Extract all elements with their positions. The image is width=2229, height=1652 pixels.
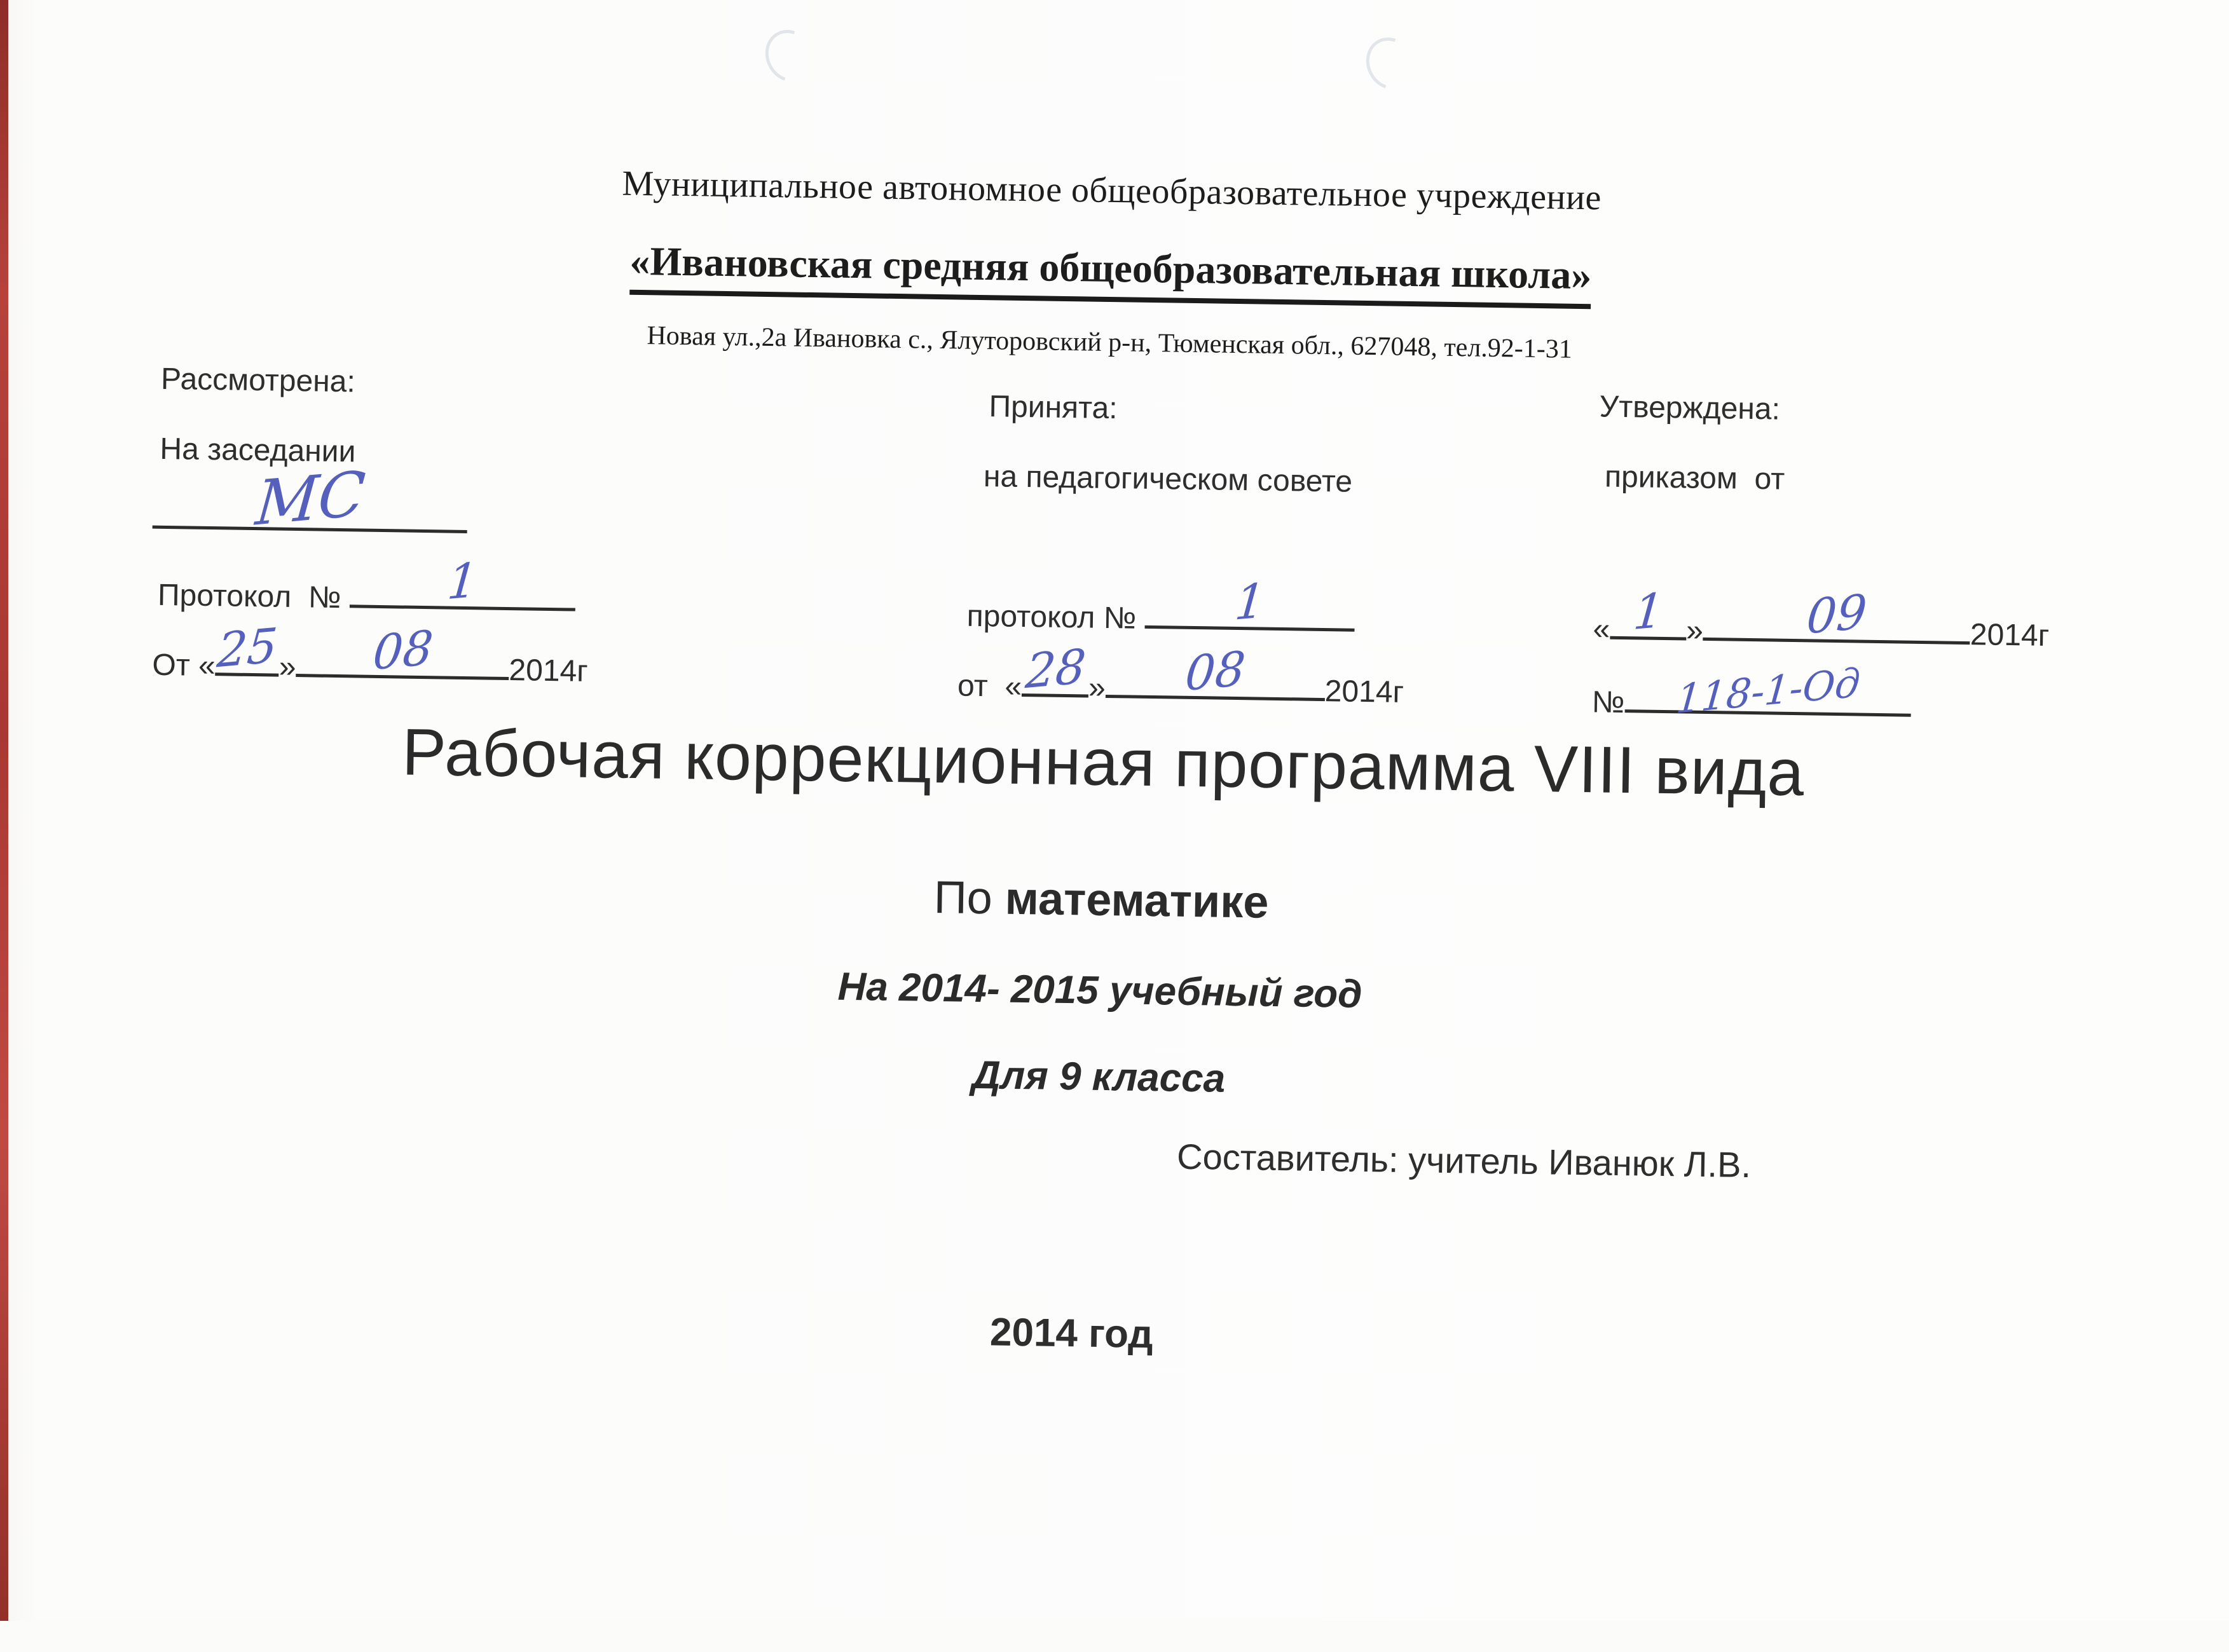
date-quote-close: » [1088, 671, 1106, 705]
handwritten-month: 09 [1804, 584, 1869, 645]
handwritten-day: 1 [1631, 582, 1666, 641]
handwritten-protocol-number: 1 [1232, 573, 1268, 631]
date-month-blank [1106, 641, 1326, 702]
handwritten-protocol-number: 1 [445, 552, 480, 611]
date-day-blank [215, 618, 280, 679]
approved-order-line [1591, 659, 1910, 724]
subject-name: математике [1005, 873, 1269, 928]
date-year: 2014г [509, 653, 589, 688]
document-title: Рабочая коррекционная программа VIII вида [401, 715, 1806, 810]
order-label: № [1591, 685, 1625, 720]
school-year-line: На 2014- 2015 учебный год [837, 964, 1362, 1016]
reviewed-date-line [152, 618, 589, 689]
accepted-protocol-line [966, 573, 1355, 639]
class-line: Для 9 класса [971, 1053, 1226, 1101]
subject-prefix: По [933, 871, 1006, 924]
author-line: Составитель: учитель Иванюк Л.В. [1176, 1136, 1752, 1185]
date-year: 2014г [1970, 618, 2050, 653]
handwritten-order-number: 118-1-Од [1674, 659, 1862, 723]
approved-title: Утверждена: [1599, 390, 1781, 427]
school-name-underlined: «Ивановская средняя общеобразовательная школа» [629, 238, 1592, 309]
date-month-blank [296, 620, 509, 681]
date-prefix: От « [152, 648, 216, 683]
handwritten-month: 08 [1183, 641, 1248, 702]
date-day-blank [1610, 582, 1687, 641]
school-address: Новая ул.,2а Ивановка с., Ялуторовский р-н, Тюменская обл., 627048, тел.92-1-31 [647, 321, 1573, 364]
date-quote-close: » [278, 650, 296, 685]
handwritten-day: 28 [1023, 639, 1088, 700]
date-month-blank [1703, 584, 1971, 645]
date-quote-close: » [1685, 613, 1704, 648]
approved-date-line [1593, 582, 2050, 653]
protocol-label: протокол № [966, 599, 1137, 636]
accepted-date-line [957, 639, 1404, 709]
protocol-label: Протокол № [157, 578, 341, 615]
handwritten-day: 25 [215, 618, 280, 679]
committee-blank-line [153, 457, 468, 540]
date-year: 2014г [1324, 674, 1404, 709]
protocol-number-blank [1144, 573, 1355, 632]
institution-name: Муниципальное автономное общеобразовательное учреждение [622, 163, 1602, 218]
reviewed-title: Рассмотрена: [160, 362, 356, 399]
order-number-blank [1624, 659, 1911, 723]
accepted-body: на педагогическом совете [983, 460, 1353, 499]
subject-line [0, 857, 2216, 943]
accepted-title: Принята: [989, 390, 1118, 426]
approved-body: приказом от [1604, 460, 1785, 496]
scan-edge-stripe [0, 0, 8, 1621]
school-name [0, 228, 2225, 318]
reviewed-protocol-line [157, 552, 576, 619]
date-day-blank [1022, 639, 1089, 700]
reviewed-committee-line [152, 457, 467, 541]
date-prefix: « [1593, 612, 1610, 646]
date-prefix: от « [957, 669, 1022, 704]
reviewed-body: На заседании [160, 432, 356, 469]
footer-year: 2014 год [989, 1310, 1154, 1357]
handwritten-committee: МС [252, 457, 368, 540]
handwritten-month: 08 [370, 620, 436, 681]
protocol-number-blank [350, 552, 576, 611]
